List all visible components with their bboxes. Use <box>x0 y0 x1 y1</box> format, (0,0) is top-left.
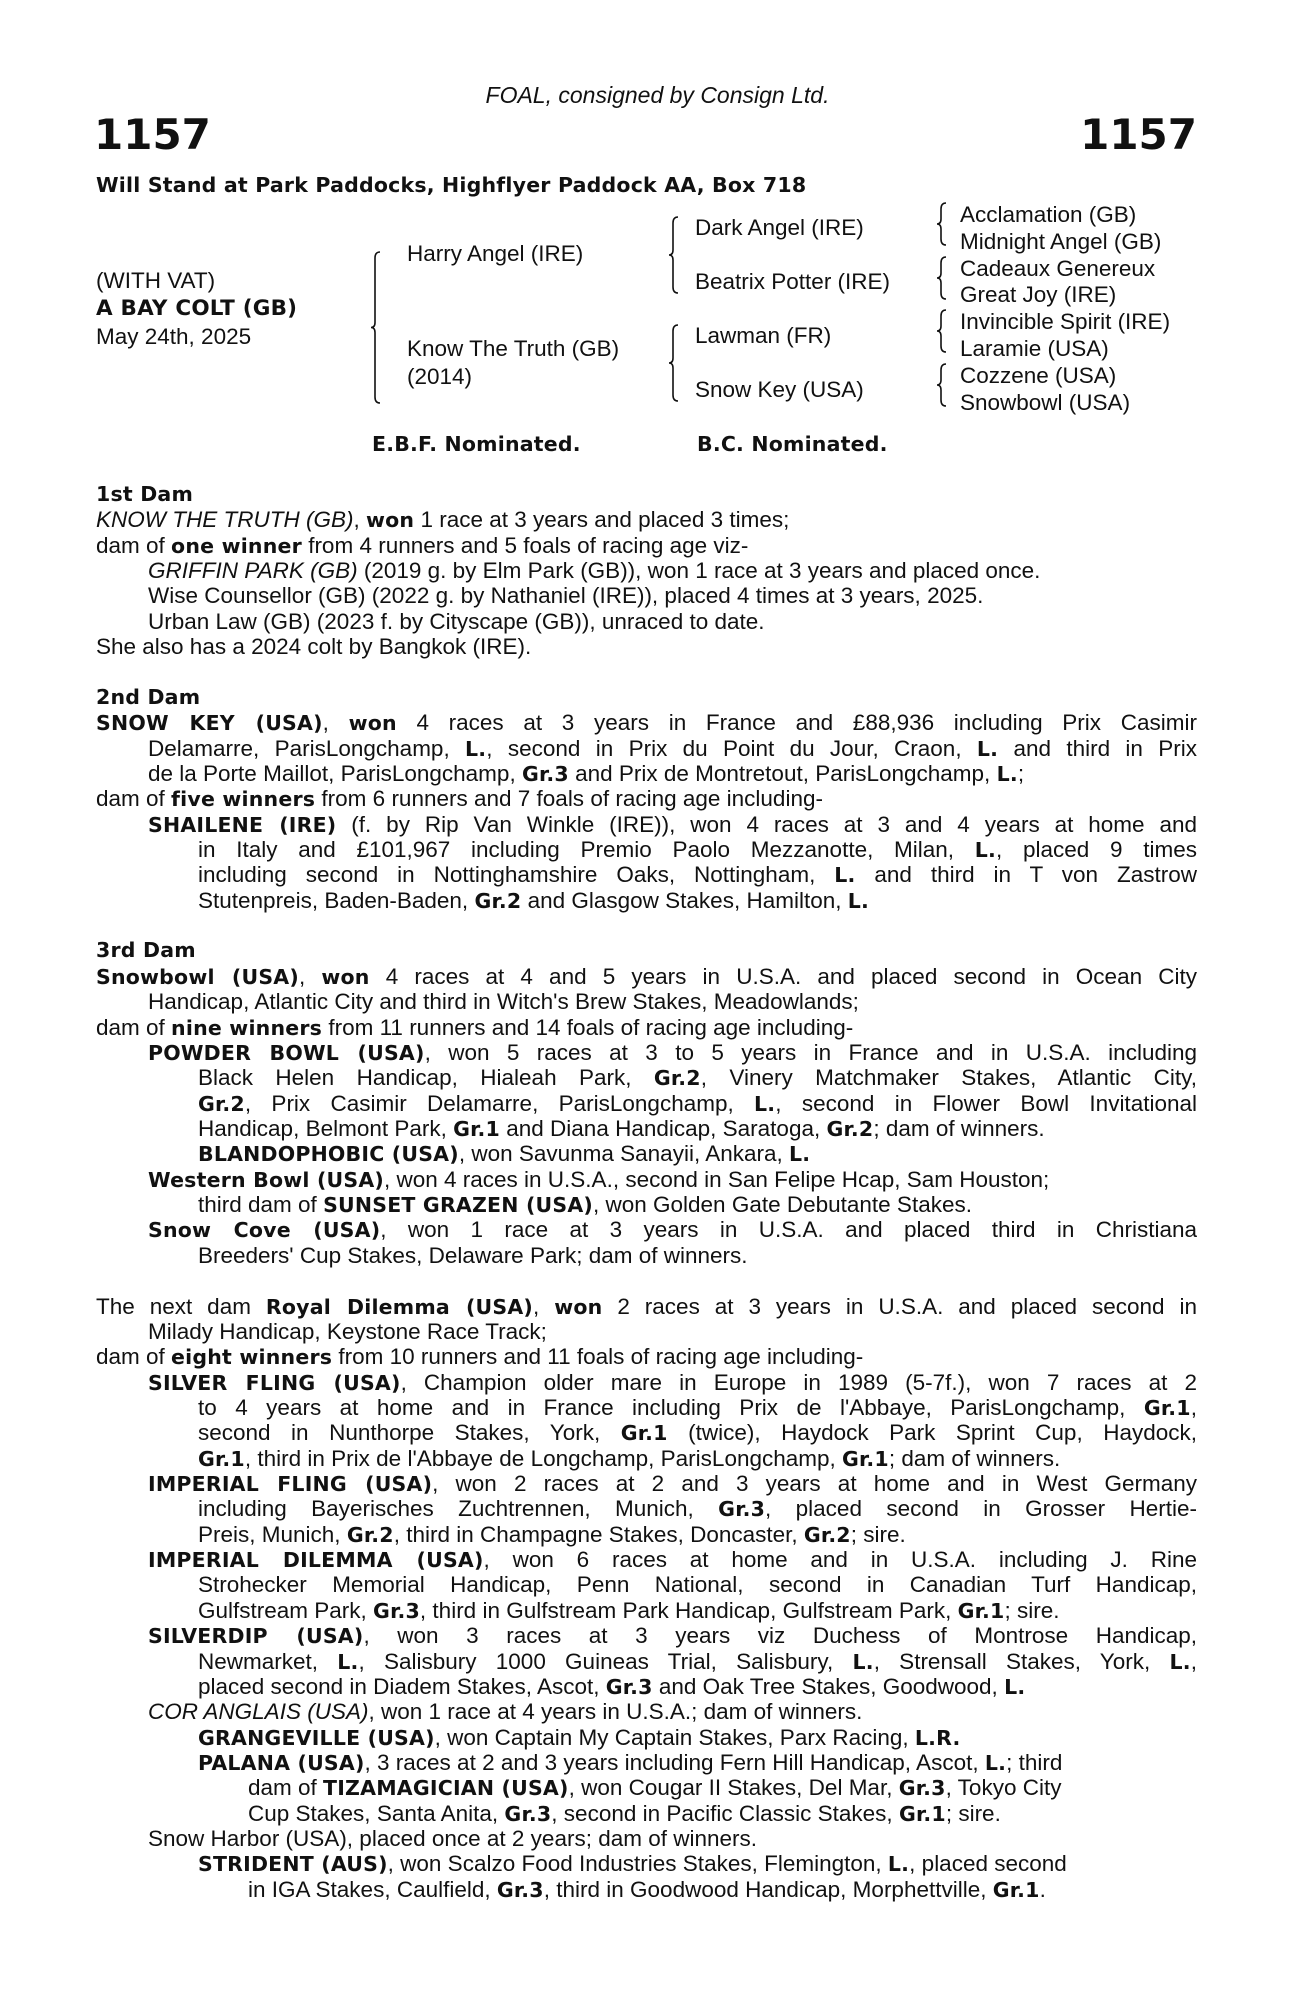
text: and Glasgow Stakes, Hamilton, <box>521 887 848 913</box>
text: in Italy and £101,967 including Premio Paolo Mezzanotte, Milan, <box>198 837 975 863</box>
bold-text: Snow Cove (USA) <box>148 1218 381 1243</box>
record-line <box>96 609 1197 634</box>
text: ; sire. <box>945 1800 1001 1826</box>
text: dam of <box>96 1014 172 1040</box>
pedigree-brace-icon <box>668 217 682 293</box>
record-line <box>96 1420 1197 1445</box>
bold-text: five winners <box>171 787 316 812</box>
text: , second in Prix du Point du Jour, Craon, <box>486 735 977 761</box>
record-line <box>96 761 1197 786</box>
third-generation-ancestor: Cadeaux Genereux <box>960 255 1156 281</box>
ebf-nomination: E.B.F. Nominated. <box>372 432 581 456</box>
text: second in Nunthorpe Stakes, York, <box>198 1420 621 1446</box>
text: (f. by Rip Van Winkle (IRE)), won 4 races at 3 and 4 years at home and <box>336 811 1197 837</box>
text: and Oak Tree Stakes, Goodwood, <box>652 1673 1005 1699</box>
bold-text: SNOW KEY (USA) <box>96 711 323 736</box>
text: She also has a 2024 colt by Bangkok (IRE). <box>96 634 532 660</box>
bold-text: Gr.2 <box>803 1522 851 1547</box>
bold-text: Gr.3 <box>521 761 569 786</box>
spacer <box>96 660 1197 685</box>
text: . <box>1039 1876 1046 1902</box>
text: Milady Handicap, Keystone Race Track; <box>148 1318 547 1344</box>
text: dam of <box>96 786 172 812</box>
bold-text: one winner <box>171 533 302 558</box>
record-line <box>96 1750 1197 1775</box>
text: de la Porte Maillot, ParisLongchamp, <box>148 760 522 786</box>
text: from 6 runners and 7 foals of racing age including- <box>315 786 823 812</box>
text: dam of <box>96 532 172 558</box>
record-line <box>96 888 1197 913</box>
record-line <box>96 1116 1197 1141</box>
consignor-line: FOAL, consigned by Consign Ltd. <box>485 82 830 108</box>
section-heading: 3rd Dam <box>96 938 196 963</box>
dam: Know The Truth (GB) <box>407 336 620 361</box>
record-line <box>96 1065 1197 1090</box>
text: , won 1 race at 4 years in U.S.A.; dam of winners. <box>368 1699 863 1725</box>
lot-number-right: 1157 <box>1080 110 1197 159</box>
vat-note: (WITH VAT) <box>96 268 216 293</box>
text: , second in Pacific Classic Stakes, <box>551 1800 899 1826</box>
pedigree-brace-icon <box>936 310 950 352</box>
record-line <box>96 1015 1197 1040</box>
text: third dam of <box>198 1192 324 1218</box>
text: dam of <box>248 1775 324 1801</box>
record-line <box>96 1471 1197 1496</box>
text: , won 4 races in U.S.A., second in San Felipe Hcap, Sam Houston; <box>383 1166 1050 1192</box>
text: , Tokyo City <box>945 1775 1062 1801</box>
text: placed second in Diadem Stakes, Ascot, <box>198 1673 606 1699</box>
lot-number-left: 1157 <box>94 110 211 159</box>
record-line <box>96 1091 1197 1116</box>
italic-text: GRIFFIN PARK (GB) <box>148 558 358 584</box>
bold-text: POWDER BOWL (USA) <box>148 1040 425 1065</box>
pedigree-brace-icon <box>936 257 950 299</box>
text: , <box>1190 1648 1197 1674</box>
text: , third in Champagne Stakes, Doncaster, <box>393 1521 804 1547</box>
bold-text: won <box>348 711 397 736</box>
bold-text: L. <box>847 888 869 913</box>
text: , won 1 race at 3 years in U.S.A. and placed third in Christiana <box>380 1217 1197 1243</box>
text: , second in Flower Bowl Invitational <box>775 1090 1197 1116</box>
pedigree-brace-icon <box>668 325 682 401</box>
text: Strohecker Memorial Handicap, Penn National, second in Canadian Turf Handicap, <box>198 1572 1197 1598</box>
text: from 11 runners and 14 foals of racing age including- <box>322 1014 854 1040</box>
text: , Vinery Matchmaker Stakes, Atlantic City, <box>700 1065 1197 1091</box>
bold-text: Gr.3 <box>898 1776 946 1801</box>
bc-nomination: B.C. Nominated. <box>697 432 888 456</box>
text: Handicap, Atlantic City and third in Witch's Brew Stakes, Meadowlands; <box>148 989 859 1015</box>
text: Gulfstream Park, <box>198 1597 374 1623</box>
produce-record <box>96 482 1197 1902</box>
text: ; sire. <box>850 1521 906 1547</box>
text: Black Helen Handicap, Hialeah Park, <box>198 1065 654 1091</box>
record-line <box>96 1877 1197 1902</box>
bold-text: Gr.2 <box>826 1116 874 1141</box>
bold-text: Gr.3 <box>496 1877 544 1902</box>
section-heading: 1st Dam <box>96 482 194 506</box>
record-line <box>96 1370 1197 1395</box>
bold-text: Gr.3 <box>605 1674 653 1699</box>
bold-text: L. <box>834 863 856 888</box>
text: , won Scalzo Food Industries Stakes, Flemington, <box>387 1851 888 1877</box>
bold-text: Gr.1 <box>842 1446 889 1471</box>
text: , Strensall Stakes, York, <box>873 1648 1170 1674</box>
record-line <box>96 583 1197 608</box>
bold-text: IMPERIAL DILEMMA (USA) <box>148 1548 484 1573</box>
foaling-date: May 24th, 2025 <box>96 324 252 349</box>
record-line <box>96 1547 1197 1572</box>
bold-text: L. <box>887 1852 910 1877</box>
third-generation-ancestor: Snowbowl (USA) <box>960 389 1131 415</box>
text: , <box>322 710 349 736</box>
record-line <box>96 1167 1197 1192</box>
text: and Diana Handicap, Saratoga, <box>500 1115 827 1141</box>
record-line <box>96 812 1197 837</box>
record-line <box>96 1344 1197 1369</box>
bold-text: won <box>321 964 370 989</box>
record-line <box>96 1699 1197 1724</box>
text: The next dam <box>96 1293 266 1319</box>
horse-name: A BAY COLT (GB) <box>96 296 298 321</box>
third-generation-ancestor: Midnight Angel (GB) <box>960 228 1162 254</box>
record-line <box>96 1217 1197 1242</box>
bold-text: L. <box>337 1649 359 1674</box>
record-line <box>96 1775 1197 1800</box>
record-line <box>96 1598 1197 1623</box>
record-line <box>96 1141 1197 1166</box>
text: in IGA Stakes, Caulfield, <box>248 1876 497 1902</box>
bold-text: L. <box>976 736 999 761</box>
text: , third in Goodwood Handicap, Morphettville, <box>543 1876 993 1902</box>
text: , won Golden Gate Debutante Stakes. <box>592 1192 972 1218</box>
pedigree-brace-icon <box>936 364 950 406</box>
dam-year: (2014) <box>407 364 473 389</box>
bold-text: IMPERIAL FLING (USA) <box>148 1472 433 1497</box>
bold-text: L. <box>1169 1649 1191 1674</box>
text: 4 races at 4 and 5 years in U.S.A. and placed second in Ocean City <box>369 963 1197 989</box>
text: Wise Counsellor (GB) (2022 g. by Nathaniel (IRE)), placed 4 times at 3 years, 2025. <box>148 583 984 609</box>
bold-text: BLANDOPHOBIC (USA) <box>198 1142 459 1167</box>
text: Stutenpreis, Baden-Baden, <box>198 887 475 913</box>
record-line <box>96 1192 1197 1217</box>
section-heading: 2nd Dam <box>96 684 201 709</box>
bold-text: Royal Dilemma (USA) <box>265 1294 533 1319</box>
bold-text: GRANGEVILLE (USA) <box>198 1725 435 1750</box>
stand-location: Will Stand at Park Paddocks, Highflyer Paddock AA, Box 718 <box>96 173 807 197</box>
text: (2019 g. by Elm Park (GB)), won 1 race at 3 years and placed once. <box>357 558 1041 584</box>
text: ; <box>1017 760 1025 786</box>
bold-text: won <box>366 508 415 533</box>
bold-text: PALANA (USA) <box>198 1750 365 1775</box>
bold-text: L. <box>465 736 487 761</box>
third-generation-ancestor: Acclamation (GB) <box>960 202 1137 227</box>
text: Urban Law (GB) (2023 f. by Cityscape (GB)), unraced to date. <box>148 608 765 634</box>
bold-text: Gr.1 <box>957 1598 1005 1623</box>
record-line <box>96 507 1197 532</box>
bold-text: Gr.1 <box>620 1421 668 1446</box>
text: , <box>532 1293 555 1319</box>
text: and Prix de Montretout, ParisLongchamp, <box>568 760 997 786</box>
text: (twice), Haydock Park Sprint Cup, Haydock, <box>667 1420 1197 1446</box>
bold-text: Gr.2 <box>653 1066 701 1091</box>
text: Cup Stakes, Santa Anita, <box>248 1800 505 1826</box>
record-line <box>96 1243 1197 1268</box>
bold-text: Gr.3 <box>373 1598 420 1623</box>
text: , placed 9 times <box>996 837 1197 863</box>
text: including second in Nottinghamshire Oaks, Nottingham, <box>198 862 835 888</box>
bold-text: L. <box>984 1750 1007 1775</box>
bold-text: Western Bowl (USA) <box>148 1167 384 1192</box>
text: , Salisbury 1000 Guineas Trial, Salisbury, <box>358 1648 853 1674</box>
bold-text: eight winners <box>171 1345 333 1370</box>
bold-text: SUNSET GRAZEN (USA) <box>323 1193 593 1218</box>
bold-text: STRIDENT (AUS) <box>198 1852 388 1877</box>
record-line <box>96 634 1197 659</box>
text: ; third <box>1006 1749 1063 1775</box>
text: Preis, Munich, <box>198 1521 347 1547</box>
bold-text: Gr.3 <box>504 1801 552 1826</box>
bold-text: L.R. <box>914 1725 961 1750</box>
bold-text: Gr.1 <box>1143 1395 1191 1420</box>
text: , 3 races at 2 and 3 years including Fern Hill Handicap, Ascot, <box>364 1749 985 1775</box>
text: , Prix Casimir Delamarre, ParisLongchamp, <box>244 1090 755 1116</box>
italic-text: KNOW THE TRUTH (GB) <box>96 507 354 533</box>
text: , <box>1190 1394 1197 1420</box>
bold-text: L. <box>754 1091 776 1116</box>
text: and third in T von Zastrow <box>855 862 1197 888</box>
bold-text: nine winners <box>171 1015 323 1040</box>
text: , won 5 races at 3 to 5 years in France and in U.S.A. including <box>424 1039 1197 1065</box>
text: , won Savunma Sanayii, Ankara, <box>458 1141 789 1167</box>
text: Handicap, Belmont Park, <box>198 1115 454 1141</box>
text: , won 2 races at 2 and 3 years at home and in West Germany <box>432 1471 1197 1497</box>
bold-text: L. <box>789 1142 811 1167</box>
text: dam of <box>96 1344 172 1370</box>
record-line <box>96 558 1197 583</box>
bold-text: Gr.1 <box>898 1801 946 1826</box>
text: , <box>353 507 366 533</box>
sire-dam: Beatrix Potter (IRE) <box>695 269 891 294</box>
text: , third in Gulfstream Park Handicap, Gulfstream Park, <box>419 1597 958 1623</box>
record-line <box>96 1674 1197 1699</box>
bold-text: Gr.3 <box>718 1497 766 1522</box>
bold-text: Gr.1 <box>992 1877 1040 1902</box>
text: including Bayerisches Zuchtrennen, Munich, <box>198 1496 719 1522</box>
text: 4 races at 3 years in France and £88,936 including Prix Casimir <box>396 710 1197 736</box>
bold-text: Gr.1 <box>453 1116 500 1141</box>
bold-text: Gr.2 <box>474 888 522 913</box>
text: from 4 runners and 5 foals of racing age viz- <box>301 532 749 558</box>
bold-text: won <box>554 1294 603 1319</box>
text: from 10 runners and 11 foals of racing age including- <box>332 1344 864 1370</box>
record-line <box>96 1522 1197 1547</box>
record-line <box>96 786 1197 811</box>
text: , Champion older mare in Europe in 1989 (5-7f.), won 7 races at 2 <box>400 1369 1197 1395</box>
text: ; dam of winners. <box>888 1445 1061 1471</box>
dam-dam: Snow Key (USA) <box>695 377 864 402</box>
record-line <box>96 862 1197 887</box>
bold-text: SHAILENE (IRE) <box>148 812 337 837</box>
sire: Harry Angel (IRE) <box>407 241 584 266</box>
record-line <box>96 1294 1197 1319</box>
record-line <box>96 1801 1197 1826</box>
third-generation-ancestor: Laramie (USA) <box>960 336 1109 361</box>
dam-sire: Lawman (FR) <box>695 323 832 348</box>
bold-text: L. <box>852 1649 874 1674</box>
text: , third in Prix de l'Abbaye de Longchamp, ParisLongchamp, <box>244 1445 843 1471</box>
text: Newmarket, <box>198 1648 338 1674</box>
bold-text: L. <box>974 838 997 863</box>
bold-text: TIZAMAGICIAN (USA) <box>323 1776 569 1801</box>
bold-text: Gr.2 <box>346 1522 394 1547</box>
text: , won 6 races at home and in U.S.A. including J. Rine <box>483 1547 1197 1573</box>
text: 1 race at 3 years and placed 3 times; <box>414 507 790 533</box>
record-line <box>96 989 1197 1014</box>
record-line <box>96 710 1197 735</box>
bold-text: Snowbowl (USA) <box>96 964 299 989</box>
record-line <box>96 1649 1197 1674</box>
third-generation-ancestor: Invincible Spirit (IRE) <box>960 309 1171 335</box>
text: ; dam of winners. <box>873 1115 1045 1141</box>
sire-sire: Dark Angel (IRE) <box>695 215 864 240</box>
record-line <box>96 1623 1197 1648</box>
bold-text: L. <box>1004 1674 1026 1699</box>
record-line <box>96 1725 1197 1750</box>
text: Delamarre, ParisLongchamp, <box>148 735 466 761</box>
record-line <box>96 533 1197 558</box>
record-line <box>96 1446 1197 1471</box>
bold-text: L. <box>996 761 1018 786</box>
pedigree-brace-icon <box>936 203 950 245</box>
record-line <box>96 736 1197 761</box>
bold-text: SILVERDIP (USA) <box>148 1624 364 1649</box>
text: , won 3 races at 3 years viz Duchess of Montrose Handicap, <box>363 1623 1197 1649</box>
text: , won Cougar II Stakes, Del Mar, <box>568 1775 899 1801</box>
record-line <box>96 837 1197 862</box>
spacer <box>96 913 1197 938</box>
record-line <box>96 1826 1197 1851</box>
bold-text: Gr.2 <box>198 1091 245 1116</box>
record-line <box>96 1496 1197 1521</box>
record-line <box>96 1572 1197 1597</box>
text: and third in Prix <box>998 735 1197 761</box>
text: , won Captain My Captain Stakes, Parx Racing, <box>434 1724 915 1750</box>
record-line <box>96 1319 1197 1344</box>
bold-text: Gr.1 <box>198 1446 245 1471</box>
text: , placed second in Grosser Hertie- <box>765 1496 1197 1522</box>
text: to 4 years at home and in France including Prix de l'Abbaye, ParisLongchamp, <box>198 1394 1144 1420</box>
text: 2 races at 3 years in U.S.A. and placed second in <box>602 1293 1197 1319</box>
pedigree-brace-icon <box>370 252 384 403</box>
text: , <box>298 963 322 989</box>
third-generation-ancestor: Cozzene (USA) <box>960 362 1117 388</box>
record-line <box>96 1040 1197 1065</box>
text: Snow Harbor (USA), placed once at 2 years; dam of winners. <box>148 1826 758 1852</box>
italic-text: COR ANGLAIS (USA) <box>148 1699 369 1725</box>
text: ; sire. <box>1004 1597 1060 1623</box>
record-line <box>96 964 1197 989</box>
text: Breeders' Cup Stakes, Delaware Park; dam of winners. <box>198 1242 748 1268</box>
third-generation-ancestor: Great Joy (IRE) <box>960 282 1117 308</box>
record-line <box>96 1851 1197 1876</box>
record-line <box>96 1395 1197 1420</box>
bold-text: SILVER FLING (USA) <box>148 1370 401 1395</box>
text: , placed second <box>909 1851 1067 1877</box>
spacer <box>96 1268 1197 1293</box>
